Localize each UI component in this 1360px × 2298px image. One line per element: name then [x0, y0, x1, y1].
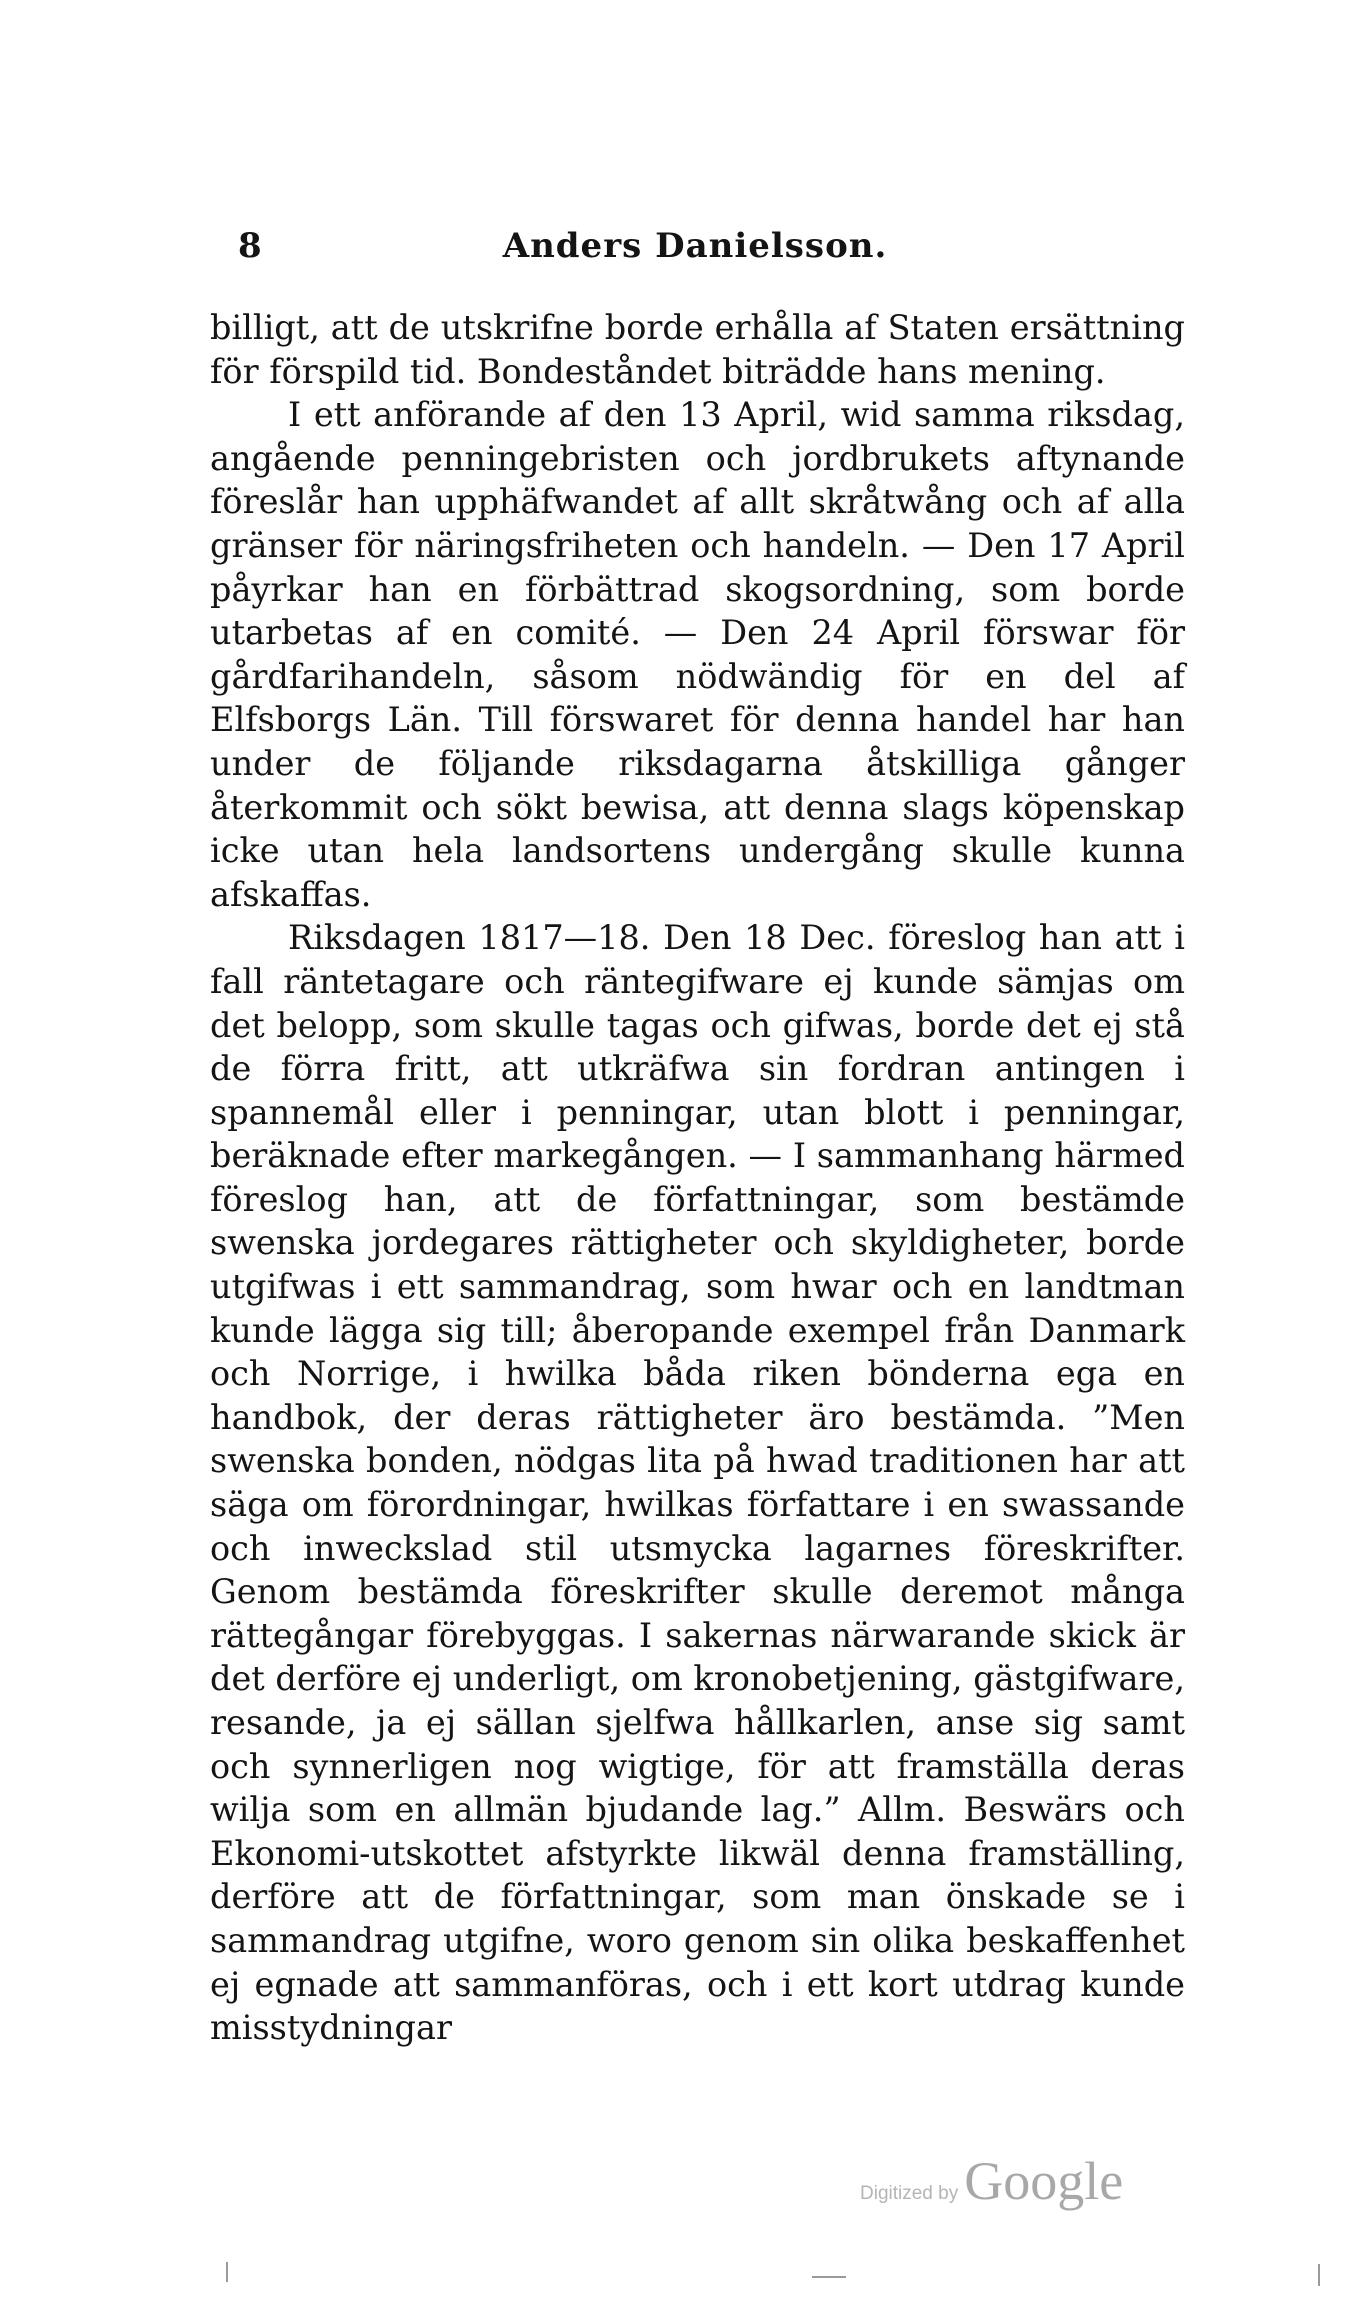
- google-logo: Google: [964, 2151, 1124, 2211]
- running-head: Anders Danielsson.: [502, 226, 888, 266]
- scan-edge-mark-middle: [812, 2276, 846, 2278]
- paragraph-continuation: billigt, att de utskrifne borde erhålla af Staten ersättning för förspild tid. Bondeståndet biträdde hans mening.: [210, 308, 1185, 391]
- scan-edge-mark-right: [1318, 2264, 1320, 2286]
- paragraph-april-speech: I ett anförande af den 13 April, wid samma riksdag, angående penningebristen och jordbrukets aftynande föreslår han upphäfwandet af allt skråtwång och af alla gränser för näringsfriheten och handeln. — Den 17 April påyrkar han en förbättrad skogsordning, som borde utarbetas af en comité. — Den 24 April förswar för gårdfarihandeln, såsom nödwändig för en del af Elfsborgs Län. Till förswaret för denna handel har han under de följande riksdagarna åtskilliga gånger återkommit och sökt bewisa, att denna slags köpenskap icke utan hela landsortens undergång skulle kunna afskaffas.: [210, 395, 1185, 914]
- page-header: [210, 226, 1180, 276]
- paragraph-riksdagen-1817: Riksdagen 1817—18. Den 18 Dec. föreslog han att i fall räntetagare och räntegifware ej kunde sämjas om det belopp, som skulle tagas och gifwas, borde det ej stå de förra fritt, att utkräfwa sin fordran antingen i spannemål eller i penningar, utan blott i penningar, beräknade efter markegången. — I sammanhang härmed föreslog han, att de författningar, som bestämde swenska jordegares rättigheter och skyldigheter, borde utgifwas i ett sammandrag, som hwar och en landtman kunde lägga sig till; åberopande exempel från Danmark och Norrige, i hwilka båda riken bönderna ega en handbok, der deras rättigheter äro bestämda. ”Men swenska bonden, nödgas lita på hwad traditionen har att säga om förordningar, hwilkas författare i en swassande och inweckslad stil utsmycka lagarnes föreskrifter. Genom bestämda föreskrifter skulle deremot många rättegångar förebyggas. I sakernas närwarande skick är det derföre ej underligt, om kronobetjening, gästgifware, resande, ja ej sällan sjelfwa hållkarlen, anse sig samt och synnerligen nog wigtige, för att framställa deras wilja som en allmän bjudande lag.” Allm. Beswärs och Ekonomi-utskottet afstyrkte likwäl denna framställing, derföre att de författningar, som man önskade se i sammandrag utgifne, woro genom sin olika beskaffenhet ej egnade att sammanföras, och i ett kort utdrag kunde misstydningar: [210, 918, 1185, 2048]
- body-text: [210, 306, 1185, 2050]
- page-number: 8: [238, 226, 262, 266]
- digitized-by-label: Digitized by: [860, 2183, 959, 2204]
- scan-edge-mark-left: [226, 2262, 228, 2282]
- digitized-watermark: [860, 2150, 1123, 2212]
